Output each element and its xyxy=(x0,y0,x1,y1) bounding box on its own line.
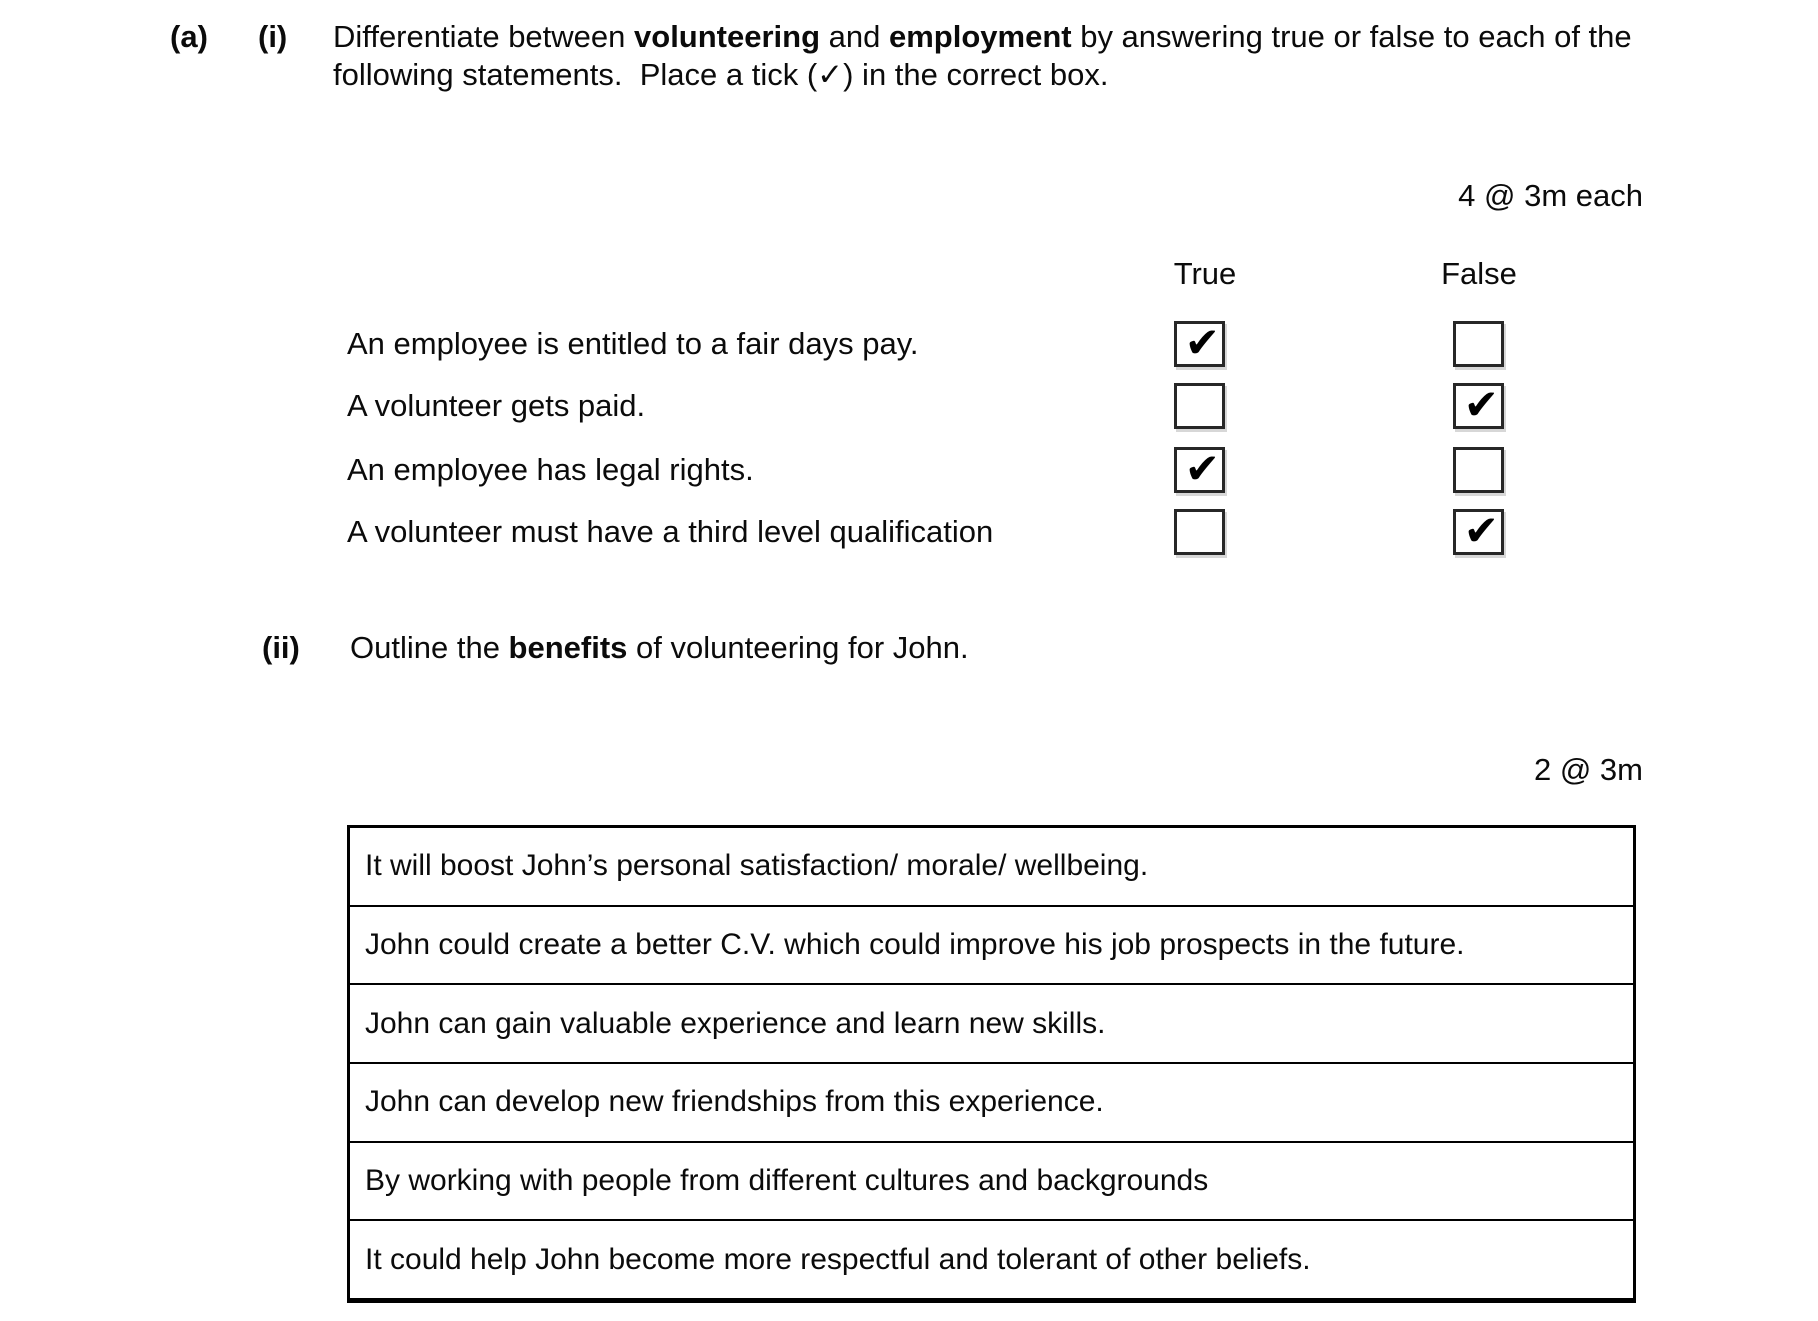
question-i-prompt xyxy=(333,18,1632,94)
benefits-answer-table xyxy=(347,825,1636,1303)
marks-note-ii: 2 @ 3m xyxy=(1534,752,1643,787)
prompt-line-2: following statements. Place a tick (✓) in the correct box. xyxy=(333,57,1109,92)
table-row: John can gain valuable experience and learn new skills. xyxy=(350,983,1633,1062)
checkbox-false-2[interactable] xyxy=(1453,447,1504,493)
column-header-true: True xyxy=(1173,256,1237,291)
tick-mark-icon: ✔ xyxy=(1184,318,1220,367)
prompt-bold-benefits: benefits xyxy=(508,630,628,665)
prompt-text: Differentiate between xyxy=(333,19,635,54)
tick-mark-icon: ✔ xyxy=(1184,444,1220,493)
prompt-text: by answering true or false to each of the xyxy=(1071,19,1632,54)
table-row: By working with people from different cultures and backgrounds xyxy=(350,1141,1633,1220)
checkbox-false-1[interactable] xyxy=(1453,380,1504,429)
statement-text: A volunteer must have a third level qualification xyxy=(347,514,994,549)
checkbox-false-3[interactable] xyxy=(1453,506,1504,555)
column-header-false: False xyxy=(1441,256,1517,291)
tick-mark-icon: ✔ xyxy=(1463,380,1499,429)
part-label: (a) xyxy=(170,19,208,54)
question-ii-prompt xyxy=(350,628,969,668)
subpart-label-i: (i) xyxy=(258,19,288,54)
statement-text: An employee has legal rights. xyxy=(347,452,754,487)
checkbox-false-0[interactable] xyxy=(1453,321,1504,367)
checkbox-true-0[interactable] xyxy=(1174,318,1225,367)
statement-text: A volunteer gets paid. xyxy=(347,388,646,423)
prompt-text: of volunteering for John. xyxy=(627,630,969,665)
checkbox-true-2[interactable] xyxy=(1174,444,1225,493)
table-row: It will boost John’s personal satisfaction/ morale/ wellbeing. xyxy=(365,849,1149,883)
table-row: It could help John become more respectful and tolerant of other beliefs. xyxy=(350,1219,1633,1298)
statement-text: An employee is entitled to a fair days pay. xyxy=(347,326,919,361)
prompt-line-1 xyxy=(333,18,1632,56)
prompt-bold-employment: employment xyxy=(888,19,1072,54)
prompt-bold-volunteering: volunteering xyxy=(634,19,821,54)
prompt-text: Outline the xyxy=(350,630,509,665)
marks-note-i: 4 @ 3m each xyxy=(1458,178,1643,213)
tick-mark-icon: ✔ xyxy=(1463,506,1499,555)
table-row: John can develop new friendships from this experience. xyxy=(350,1062,1633,1141)
checkbox-true-1[interactable] xyxy=(1174,383,1225,429)
subpart-label-ii: (ii) xyxy=(262,630,300,665)
checkbox-true-3[interactable] xyxy=(1174,509,1225,555)
prompt-text: and xyxy=(820,19,889,54)
table-row: John could create a better C.V. which could improve his job prospects in the future. xyxy=(350,905,1633,984)
